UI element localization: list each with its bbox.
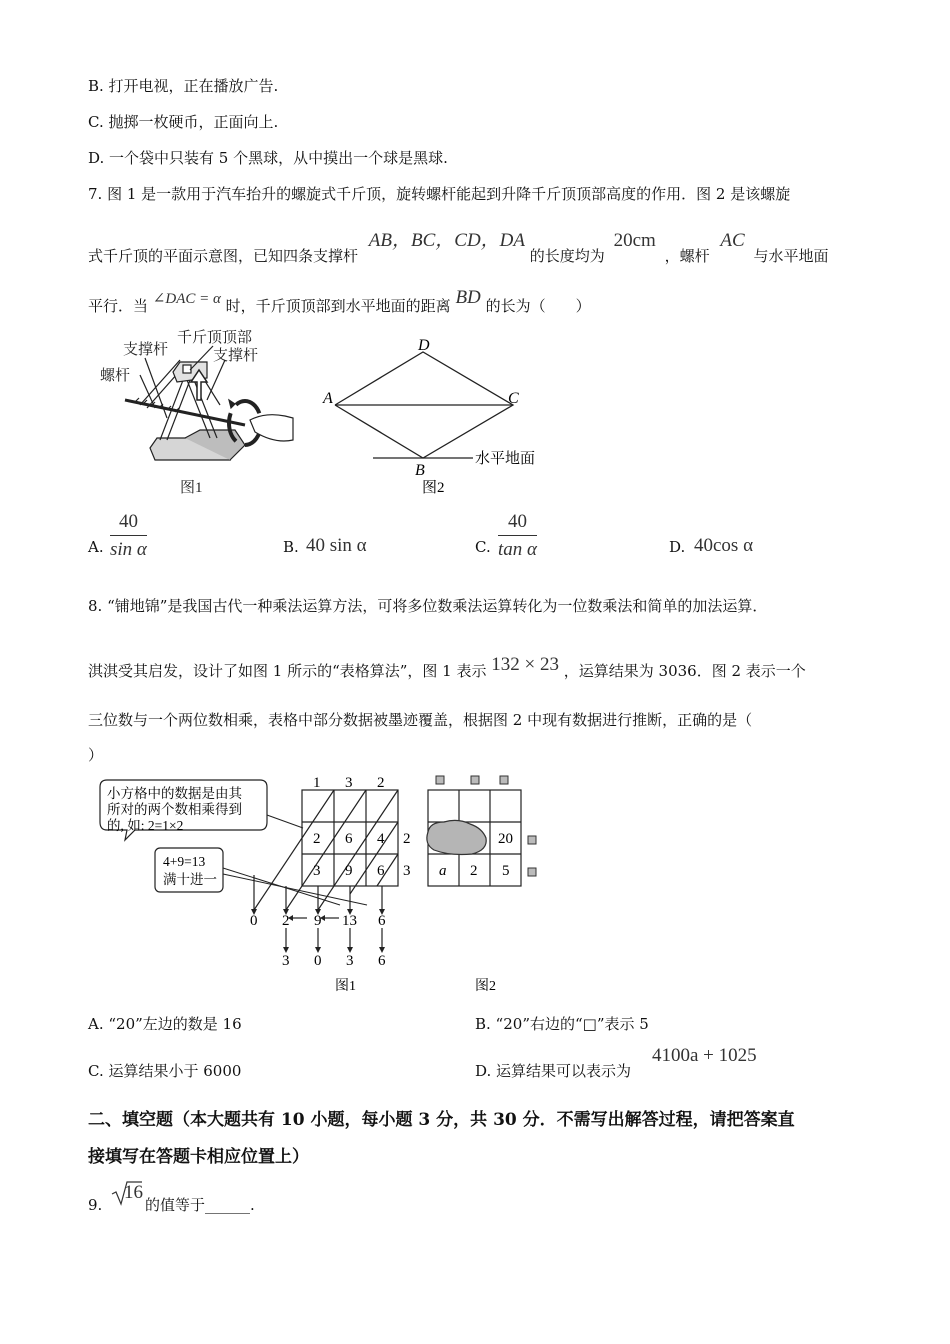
cell-2: 2 [470,863,478,879]
q8-d-expr-text: 4100a + 1025 [652,1045,757,1066]
q7-option-a-fraction [110,512,147,559]
q7-stem-line3 [88,287,591,315]
q7-option-b-expr: 40 sin α [306,535,367,556]
callout2-line1: 4+9=13 [163,854,206,869]
q8-option-d-expr [652,1045,757,1068]
q7-l3-text-b: 时，千斤顶顶部到水平地面的距离 [225,297,451,315]
blank-right-2 [528,868,536,876]
q8-option-c: C. 运算结果小于 6000 [88,1062,242,1080]
q7-option-a-letter: A. [88,538,104,556]
q7-option-d-expr: 40cos α [694,535,754,556]
callout2-line2: 满十进一 [163,872,217,887]
label-ground: 水平地面 [475,451,536,467]
q7-l2-text-b: 的长度均为 [529,247,605,265]
q7-option-c-letter: C. [475,538,491,556]
label-screw: 螺杆 [100,368,131,384]
q8-figure1-lattice [95,770,425,1000]
section2-heading-line2: 接填写在答题卡相应位置上） [88,1147,309,1167]
q7-figure1-jack [95,320,305,505]
q8-l2-text-a: 淇淇受其启发，设计了如图 1 所示的“表格算法”，图 1 表示 [88,662,487,680]
prev-option-d: D. 一个袋中只装有 5 个黑球，从中摸出一个球是黑球. [88,149,448,167]
point-a: A [323,390,333,407]
q7-length: 20cm [613,230,656,251]
q9-radicand: 16 [124,1182,143,1203]
q8-figure2-lattice [420,770,560,1000]
q7-option-c-fraction [498,512,537,559]
q7-rods: AB，BC，CD，DA [368,230,526,251]
sum-2: 9 [314,913,322,929]
q7-option-b-letter: B. [283,538,299,556]
callout1-line2: 所对的两个数相乘得到 [107,802,242,817]
prev-option-b: B. 打开电视，正在播放广告. [88,77,279,95]
cell-1: 2 [313,831,321,847]
point-c: C [508,390,519,407]
q7-l2-text-a: 式千斤顶的平面示意图，已知四条支撑杆 [88,247,359,265]
label-rod-left: 支撑杆 [123,342,169,358]
q7-option-d-letter: D. [669,538,686,556]
q8-option-a: A. “20”左边的数是 16 [88,1015,242,1033]
q7-stem-line1: 7. 图 1 是一款用于汽车抬升的螺旋式千斤顶，旋转螺杆能起到升降千斤顶顶部高度的作用．图 2 是该螺旋 [88,185,791,203]
q8-figure1-caption: 图1 [335,979,356,994]
q8-stem-line2 [88,654,806,680]
q7-l2-text-d: 与水平地面 [753,247,829,265]
blank-top-3 [500,776,508,784]
blank-top-1 [436,776,444,784]
q7-figure2-rhombus [315,330,565,505]
top-digit-3: 2 [377,775,385,791]
q8-option-b: B. “20”右边的“□”表示 5 [475,1015,649,1033]
top-digit-1: 1 [313,775,321,791]
result-2: 3 [346,953,354,969]
section2-heading-line1: 二、填空题（本大题共有 10 小题，每小题 3 分，共 30 分．不需写出解答过程，请把答案直 [88,1110,795,1130]
cell-a: a [439,863,447,879]
label-rod-right: 支撑杆 [213,348,259,364]
point-d: D [418,337,430,354]
q7-angle: ∠DAC = α [152,291,221,307]
q8-stem-line1: 8. “铺地锦”是我国古代一种乘法运算方法，可将多位数乘法运算转化为一位数乘法和简单的加法运算． [88,597,768,615]
cell-5: 5 [502,863,510,879]
q8-stem-line4: ） [88,746,104,764]
callout1-line3: 的, 如: 2=1×2 [107,818,184,833]
q8-l2-text-b: ，运算结果为 3036．图 2 表示一个 [563,662,806,680]
q7-option-a-den: sin α [110,539,147,560]
cell-6: 6 [377,863,385,879]
result-3: 6 [378,953,386,969]
q8-expr: 132 × 23 [491,654,559,675]
cell-5: 9 [345,863,353,879]
ink-blot [427,820,486,854]
cell-2: 6 [345,831,353,847]
q9-text: 的值等于______. [145,1196,255,1214]
label-jack-top: 千斤顶顶部 [177,330,253,346]
right-digit-1: 2 [403,831,411,847]
callout1-line1: 小方格中的数据是由其 [107,786,242,801]
top-digit-2: 3 [345,775,353,791]
diagonal-4 [350,822,398,894]
q8-option-d: D. 运算结果可以表示为 [475,1062,632,1080]
prev-option-c: C. 抛掷一枚硬币，正面向上. [88,113,279,131]
cell-20: 20 [498,831,513,847]
result-0: 3 [282,953,290,969]
q7-screw-ac: AC [720,230,745,251]
sum-0: 0 [250,913,258,929]
q7-l3-text-a: 平行．当 [88,297,149,315]
q7-l2-text-c: ，螺杆 [664,247,710,265]
sum-4: 6 [378,913,386,929]
cell-3: 4 [377,831,385,847]
figure1-caption: 图1 [180,480,203,496]
q8-stem-line3: 三位数与一个两位数相乘，表格中部分数据被墨迹覆盖，根据图 2 中现有数据进行推断，正确的是（ [88,711,753,729]
diagonal-3 [318,790,398,910]
q7-stem-line2 [88,230,829,265]
q9-sqrt [110,1180,142,1206]
leader-rod-left [145,358,167,418]
q7-option-c-num: 40 [498,512,537,536]
blank-top-2 [471,776,479,784]
cell-4: 3 [313,863,321,879]
q7-option-a-num: 40 [110,512,147,536]
q7-option-c-den: tan α [498,539,538,560]
callout1-pointer [267,815,303,828]
blank-right-1 [528,836,536,844]
figure2-caption: 图2 [422,480,445,496]
leader-rod-right [207,360,225,400]
q7-l3-text-c: 的长为（ ） [485,297,591,315]
q8-figure2-caption: 图2 [475,979,496,994]
sum-3: 13 [342,913,357,929]
point-b: B [415,462,425,479]
right-digit-2: 3 [403,863,411,879]
q9-number: 9. [88,1196,103,1214]
result-1: 0 [314,953,322,969]
sum-1: 2 [282,913,290,929]
q7-bd: BD [455,287,481,308]
diagonal-2 [286,790,366,910]
